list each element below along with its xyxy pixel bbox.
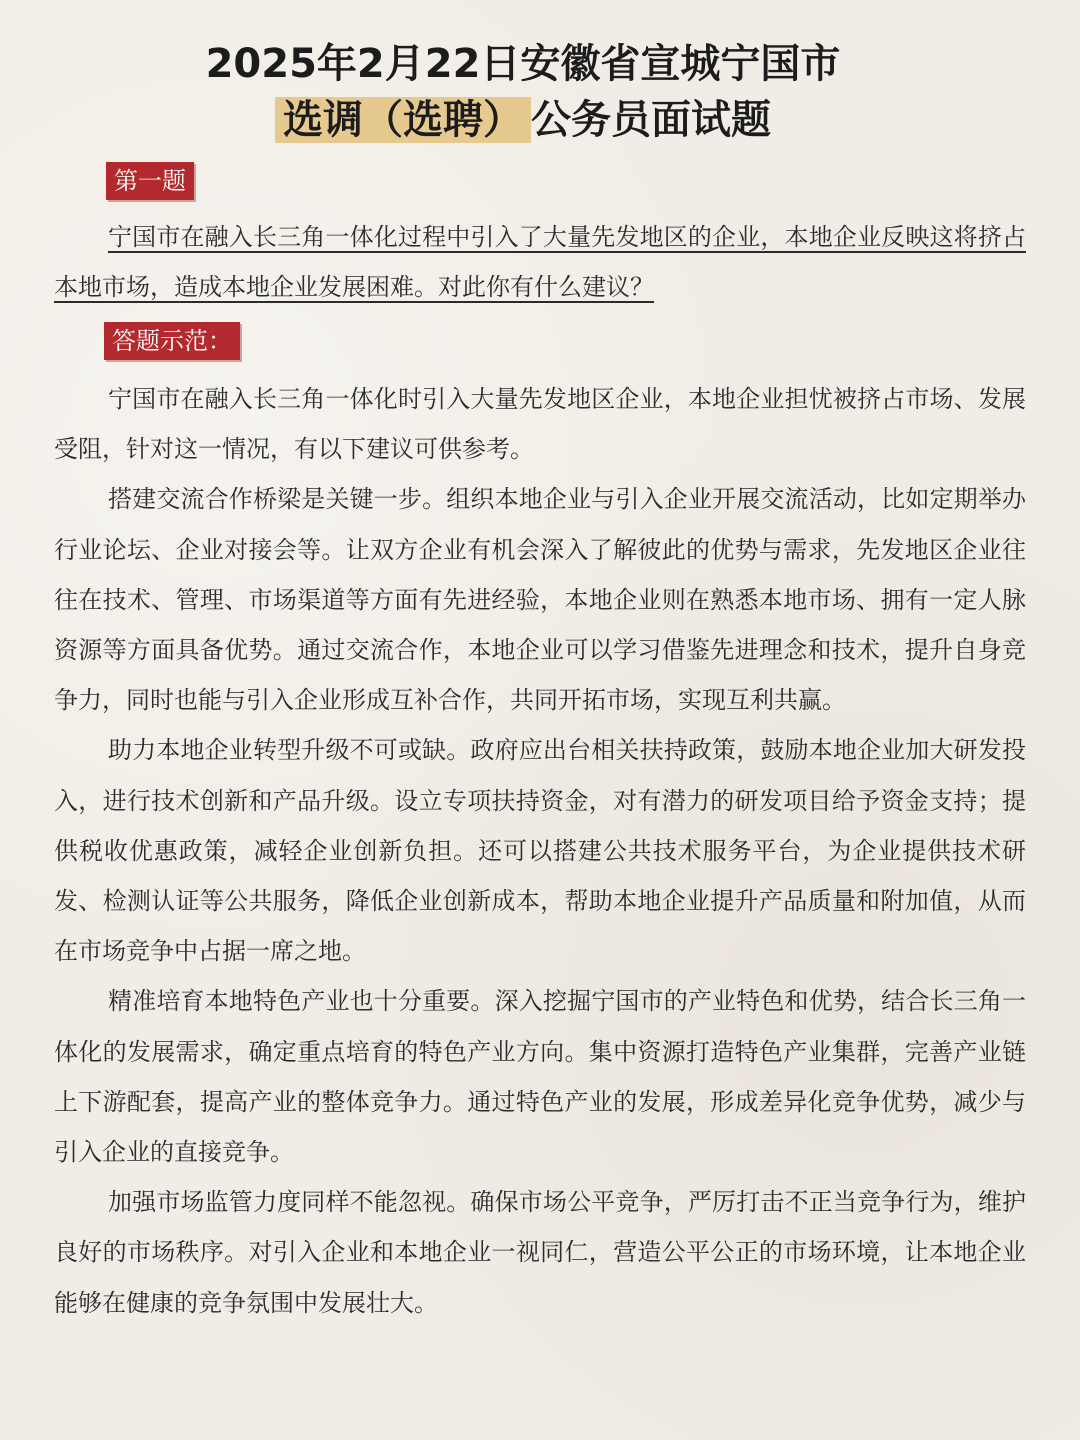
answer-block: [54, 374, 1026, 1328]
answer-paragraph-intro: 宁国市在融入长三角一体化时引入大量先发地区企业，本地企业担忧被挤占市场、发展受阻，针对这一情况，有以下建议可供参考。: [54, 385, 1026, 464]
title-rest: 公务员面试题: [531, 97, 771, 143]
title-highlight: 选调（选聘）: [275, 97, 531, 143]
page-title-line-1: 2025年2月22日安徽省宣城宁国市: [205, 41, 841, 87]
answer-tag: 答题示范：: [104, 322, 240, 360]
answer-paragraph-industry: 精准培育本地特色产业也十分重要。深入挖掘宁国市的产业特色和优势，结合长三角一体化的发展需求，确定重点培育的特色产业方向。集中资源打造特色产业集群，完善产业链上下游配套，提高产业的整体竞争力。通过特色产业的发展，形成差异化竞争优势，减少与引入企业的直接竞争。: [54, 987, 1026, 1167]
question-text: 宁国市在融入长三角一体化过程中引入了大量先发地区的企业，本地企业反映这将挤占本地市场，造成本地企业发展困难。对此你有什么建议？: [54, 223, 1026, 301]
question-tag: 第一题: [106, 162, 194, 200]
question-block: [54, 212, 1026, 312]
answer-paragraph-exchange: 搭建交流合作桥梁是关键一步。组织本地企业与引入企业开展交流活动，比如定期举办行业论坛、企业对接会等。让双方企业有机会深入了解彼此的优势与需求，先发地区企业往往在技术、管理、市场渠道等方面有先进经验，本地企业则在熟悉本地市场、拥有一定人脉资源等方面具备优势。通过交流合作，本地企业可以学习借鉴先进理念和技术，提升自身竞争力，同时也能与引入企业形成互补合作，共同开拓市场，实现互利共赢。: [54, 485, 1026, 715]
answer-paragraph-upgrade: 助力本地企业转型升级不可或缺。政府应出台相关扶持政策，鼓励本地企业加大研发投入，进行技术创新和产品升级。设立专项扶持资金，对有潜力的研发项目给予资金支持；提供税收优惠政策，减轻企业创新负担。还可以搭建公共技术服务平台，为企业提供技术研发、检测认证等公共服务，降低企业创新成本，帮助本地企业提升产品质量和附加值，从而在市场竞争中占据一席之地。: [54, 736, 1026, 966]
answer-paragraph-regulation: 加强市场监管力度同样不能忽视。确保市场公平竞争，严厉打击不正当竞争行为，维护良好的市场秩序。对引入企业和本地企业一视同仁，营造公平公正的市场环境，让本地企业能够在健康的竞争氛围中发展壮大。: [54, 1188, 1026, 1317]
page-title-line-2: [0, 92, 1046, 148]
